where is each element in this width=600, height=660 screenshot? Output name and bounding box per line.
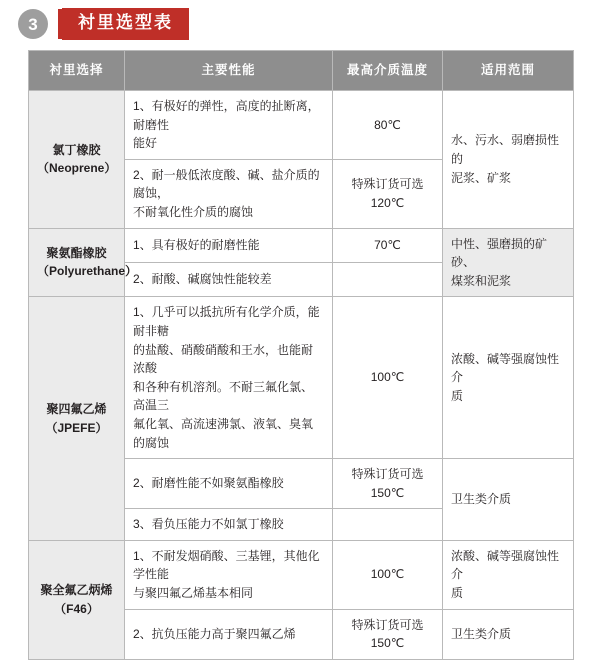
- material-cell-polyurethane: [29, 228, 138, 297]
- table-row: [29, 540, 574, 609]
- material-name-line1: 聚氨酯橡胶: [46, 245, 107, 260]
- temperature-line: 70℃: [374, 237, 401, 252]
- material-cell-neoprene: [29, 91, 125, 229]
- performance-line: 3、看负压能力不如氯丁橡胶: [133, 517, 284, 532]
- scope-cell: [443, 228, 574, 297]
- scope-line: 煤浆和泥浆: [451, 273, 512, 288]
- performance-line: 不耐氧化性介质的腐蚀: [133, 204, 254, 219]
- material-name-line2: （Polyurethane）: [37, 264, 138, 279]
- performance-line: 2、耐酸、碱腐蚀性能较差: [133, 272, 272, 287]
- performance-cell: [125, 509, 333, 541]
- column-header-max-temperature: 最高介质温度: [333, 51, 443, 91]
- scope-line: 浓酸、碱等强腐蚀性介: [451, 351, 560, 385]
- performance-line: 2、抗负压能力高于聚四氟乙烯: [133, 626, 296, 641]
- material-name-line1: 氯丁橡胶: [52, 142, 101, 157]
- performance-line: 氟化氧、高流速沸氯、液氧、臭氧的腐蚀: [133, 416, 314, 450]
- material-name-line1: 聚四氟乙烯: [46, 402, 107, 417]
- step-badge: 3: [18, 9, 48, 39]
- temperature-cell: [333, 459, 443, 509]
- temperature-line: 150℃: [370, 485, 405, 500]
- temperature-cell: [333, 159, 443, 228]
- scope-line: 浓酸、碱等强腐蚀性介: [451, 548, 560, 582]
- temperature-line: 特殊订货可选: [351, 617, 424, 632]
- material-cell-ptfe: [29, 297, 125, 541]
- scope-line: 质: [451, 389, 464, 404]
- scope-line: 水、污水、弱磨损性的: [451, 133, 560, 166]
- table-body: [29, 91, 574, 660]
- column-header-lining-choice: 衬里选择: [29, 51, 125, 91]
- performance-cell: [125, 91, 333, 160]
- performance-cell: [125, 609, 333, 659]
- scope-line: 泥浆、矿浆: [451, 170, 512, 185]
- material-name-line1: 聚全氟乙炳烯: [40, 583, 113, 598]
- temperature-line: 80℃: [374, 117, 401, 132]
- performance-line: 的盐酸、硝酸硝酸和王水，也能耐浓酸: [133, 342, 314, 376]
- temperature-line: 特殊订货可选: [351, 177, 424, 192]
- temperature-line: 100℃: [370, 370, 405, 385]
- performance-cell: [125, 262, 333, 296]
- scope-cell: [443, 459, 574, 541]
- performance-line: 2、耐一般低浓度酸、碱、盐介质的腐蚀，: [133, 167, 320, 201]
- scope-line: 卫生类介质: [451, 492, 512, 507]
- column-header-main-performance: 主要性能: [125, 51, 333, 91]
- temperature-cell: [333, 609, 443, 659]
- performance-line: 1、不耐发烟硝酸、三基锂，其他化学性能: [133, 548, 320, 582]
- performance-line: 和各种有机溶剂。不耐三氟化氯、高温三: [133, 379, 314, 413]
- page-title: 衬里选型表: [62, 8, 189, 39]
- material-name-line2: （JPEFE）: [45, 420, 108, 435]
- temperature-line: 150℃: [370, 636, 405, 651]
- performance-line: 能好: [133, 136, 158, 151]
- performance-cell: [125, 297, 333, 459]
- table-header: [29, 51, 574, 91]
- performance-line: 与聚四氟乙烯基本相同: [133, 586, 254, 601]
- performance-cell: [125, 459, 333, 509]
- lining-selection-table: [28, 50, 574, 660]
- performance-cell: [125, 540, 333, 609]
- scope-line: 卫生类介质: [451, 626, 512, 641]
- temperature-cell: [333, 540, 443, 609]
- table-row: [29, 228, 574, 262]
- lining-table-container: [28, 50, 573, 660]
- table-row: [29, 91, 574, 160]
- material-name-line2: （F46）: [54, 601, 99, 616]
- performance-line: 2、耐磨性能不如聚氨酯橡胶: [133, 476, 284, 491]
- column-header-application-scope: 适用范围: [443, 51, 574, 91]
- performance-cell: [125, 159, 333, 228]
- table-row: [29, 297, 574, 459]
- scope-cell: [443, 91, 574, 229]
- temperature-line: 特殊订货可选: [351, 467, 424, 482]
- temperature-line: 100℃: [370, 567, 405, 582]
- page-header: [18, 8, 189, 40]
- performance-line: 1、几乎可以抵抗所有化学介质，能耐非糖: [133, 305, 320, 338]
- scope-cell: [443, 297, 574, 459]
- temperature-line: 120℃: [370, 195, 405, 210]
- temperature-cell: [333, 509, 443, 541]
- temperature-cell: [333, 228, 443, 262]
- performance-cell: [125, 228, 333, 262]
- temperature-cell: [333, 262, 443, 296]
- scope-cell: [443, 540, 574, 609]
- scope-line: 中性、强磨损的矿砂、: [451, 236, 548, 270]
- scope-line: 质: [451, 586, 464, 601]
- scope-cell: [443, 609, 574, 659]
- temperature-cell: [333, 297, 443, 459]
- material-cell-f46: [29, 540, 125, 659]
- table-header-row: [29, 51, 574, 91]
- performance-line: 1、有极好的弹性，高度的扯断离，耐磨性: [133, 99, 320, 132]
- performance-line: 1、具有极好的耐磨性能: [133, 237, 260, 252]
- material-name-line2: （Neoprene）: [37, 161, 117, 176]
- temperature-cell: [333, 91, 443, 160]
